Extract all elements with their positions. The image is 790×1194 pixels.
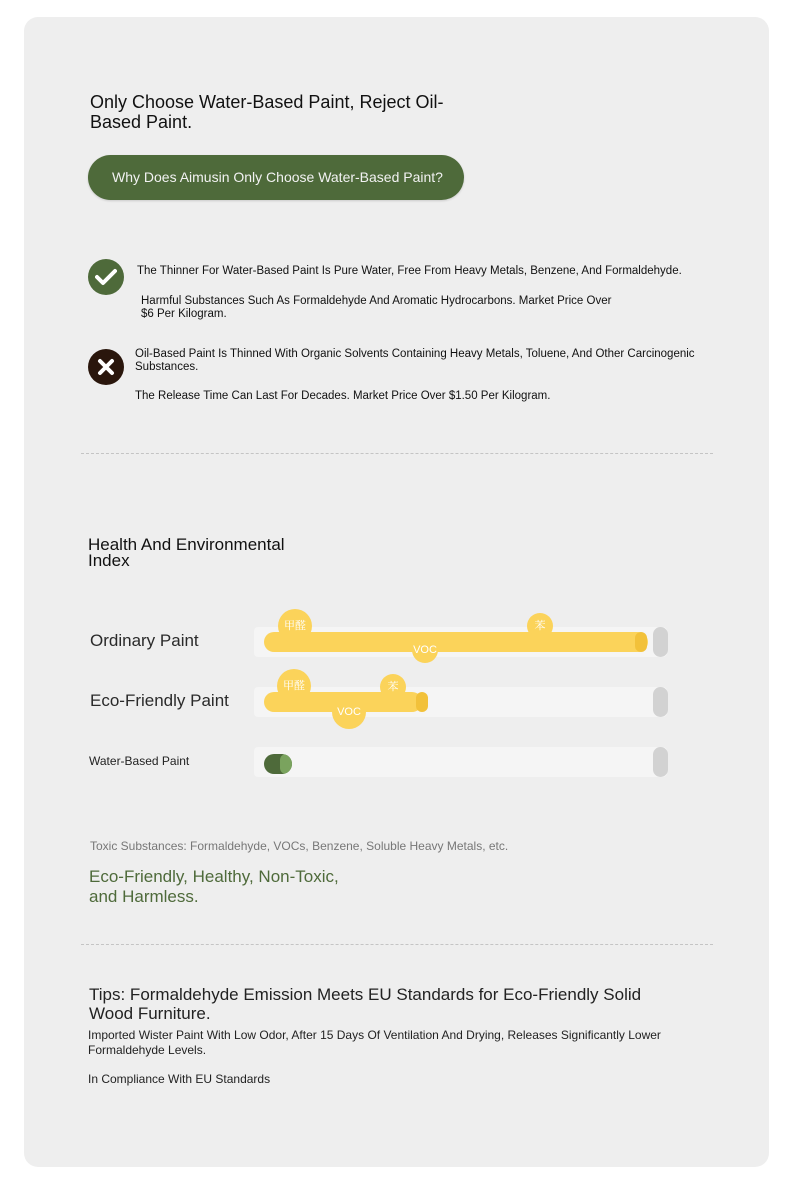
track-end-water (653, 747, 668, 777)
row-label-ordinary: Ordinary Paint (90, 631, 199, 650)
eco-highlight: Eco-Friendly, Healthy, Non-Toxic, and Harmless. (89, 867, 339, 906)
track-water (254, 747, 667, 777)
marker-benzene-eco: 苯 (380, 674, 406, 700)
tips-title: Tips: Formaldehyde Emission Meets EU Standards for Eco-Friendly Solid Wood Furniture. (89, 985, 642, 1023)
bar-water (264, 754, 292, 774)
water-based-line-1: The Thinner For Water-Based Paint Is Pure Water, Free From Heavy Metals, Benzene, And Formaldehyde. (137, 265, 682, 277)
row-label-eco: Eco-Friendly Paint (90, 691, 229, 710)
check-icon (88, 259, 124, 295)
marker-formaldehyde-eco: 甲醛 (277, 669, 311, 703)
row-label-water: Water-Based Paint (89, 754, 190, 768)
water-based-line-2: Harmful Substances Such As Formaldehyde And Aromatic Hydrocarbons. Market Price Over $6 Per Kilogram. (141, 295, 612, 320)
oil-based-line-2: The Release Time Can Last For Decades. Market Price Over $1.50 Per Kilogram. (135, 390, 551, 402)
marker-benzene-ordinary: 苯 (527, 613, 553, 639)
tips-body: Imported Wister Paint With Low Odor, After 15 Days Of Ventilation And Drying, Releases Significantly Lower Formaldehyde Levels. (88, 1028, 661, 1057)
bar-cap-eco (416, 692, 428, 712)
page-title: Only Choose Water-Based Paint, Reject Oil-Based Paint. (90, 92, 444, 132)
divider-bottom (81, 944, 713, 945)
track-end-eco (653, 687, 668, 717)
why-water-based-button[interactable]: Why Does Aimusin Only Choose Water-Based Paint? (88, 155, 464, 200)
marker-formaldehyde-ordinary: 甲醛 (278, 609, 312, 643)
divider-top (81, 453, 713, 454)
index-title: Health And Environmental Index (88, 535, 285, 570)
track-end-ordinary (653, 627, 668, 657)
oil-based-line-1: Oil-Based Paint Is Thinned With Organic Solvents Containing Heavy Metals, Toluene, And Other Carcinogenic Substances. (135, 348, 695, 373)
bar-cap-water (280, 754, 292, 774)
marker-voc-eco: VOC (332, 695, 366, 729)
tips-footer: In Compliance With EU Standards (88, 1072, 271, 1086)
bar-ordinary (264, 632, 648, 652)
content-card (24, 17, 769, 1167)
marker-voc-ordinary: VOC (412, 637, 438, 663)
x-icon (88, 349, 124, 385)
bar-cap-ordinary (635, 632, 647, 652)
toxic-substances-note: Toxic Substances: Formaldehyde, VOCs, Benzene, Soluble Heavy Metals, etc. (90, 839, 509, 853)
